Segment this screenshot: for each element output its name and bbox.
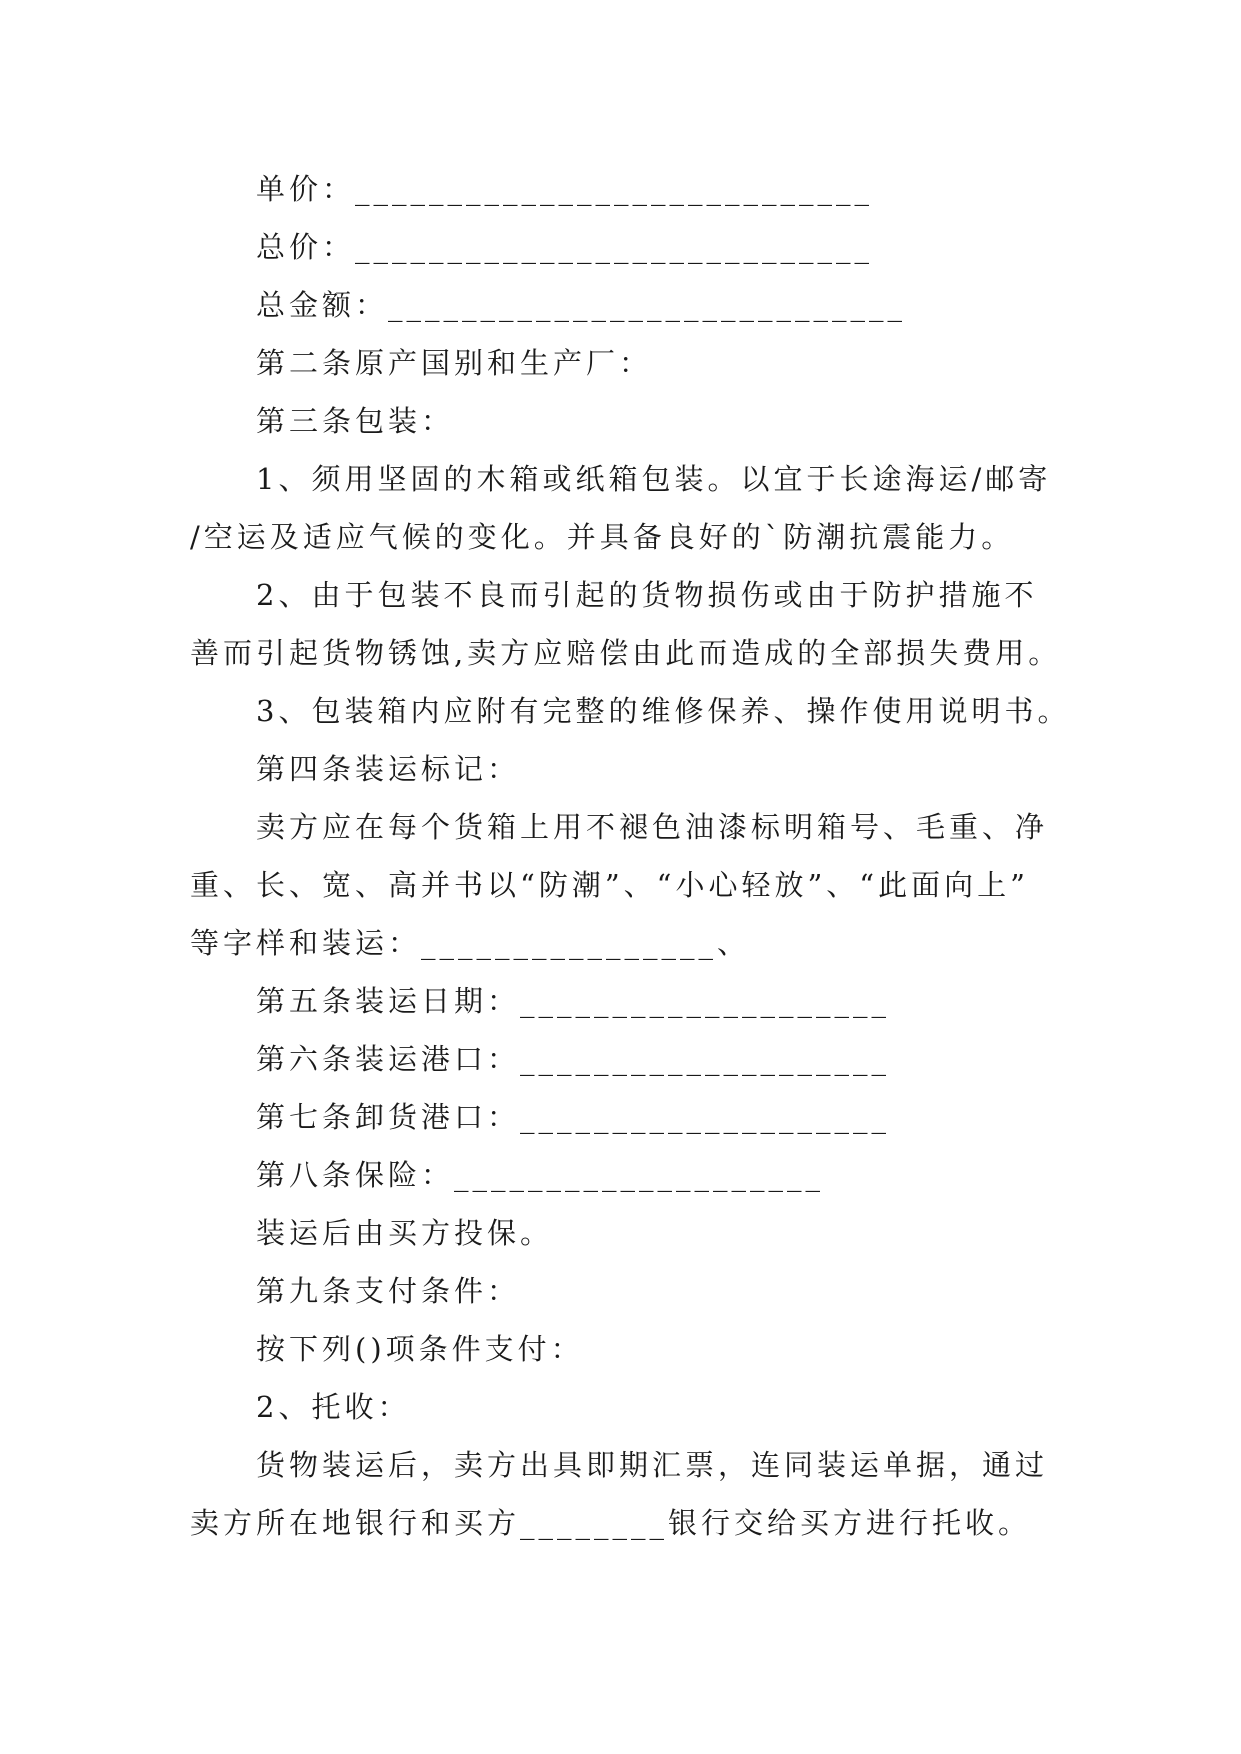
collection-paragraph-line-1: 货物装运后，卖方出具即期汇票，连同装运单据，通过 bbox=[256, 1448, 1049, 1482]
packing-item-3-line: 3、包装箱内应附有完整的维修保养、操作使用说明书。 bbox=[256, 694, 1071, 728]
article-3-heading: 第三条包装： bbox=[256, 404, 455, 438]
document-body bbox=[190, 160, 1070, 1552]
packing-item-2-line-2: 善而引起货物锈蚀,卖方应赔偿由此而造成的全部损失费用。 bbox=[190, 636, 1062, 670]
unit-price-line: 单价：____________________________ bbox=[256, 172, 874, 206]
collection-paragraph-line-2: 卖方所在地银行和买方________银行交给买方进行托收。 bbox=[190, 1506, 1032, 1540]
packing-item-1-line-2: /空运及适应气候的变化。并具备良好的`防潮抗震能力。 bbox=[190, 520, 1015, 554]
marking-paragraph-line-3: 等字样和装运：________________、 bbox=[190, 926, 751, 960]
article-5-line: 第五条装运日期：____________________ bbox=[256, 984, 891, 1018]
marking-paragraph-line-1: 卖方应在每个货箱上用不褪色油漆标明箱号、毛重、净 bbox=[256, 810, 1049, 844]
packing-item-2-line-1: 2、由于包装不良而引起的货物损伤或由于防护措施不 bbox=[256, 578, 1038, 612]
marking-paragraph-line-2: 重、长、宽、高并书以“防潮”、“小心轻放”、“此面向上” bbox=[190, 868, 1029, 902]
article-2-heading: 第二条原产国别和生产厂： bbox=[256, 346, 653, 380]
article-4-heading: 第四条装运标记： bbox=[256, 752, 521, 786]
total-amount-line: 总金额：____________________________ bbox=[256, 288, 907, 322]
article-7-line: 第七条卸货港口：____________________ bbox=[256, 1100, 891, 1134]
payment-option-line: 按下列()项条件支付： bbox=[256, 1332, 584, 1366]
insurance-note-line: 装运后由买方投保。 bbox=[256, 1216, 554, 1250]
article-9-heading: 第九条支付条件： bbox=[256, 1274, 521, 1308]
article-8-line: 第八条保险：____________________ bbox=[256, 1158, 825, 1192]
packing-item-1-line-1: 1、须用坚固的木箱或纸箱包装。以宜于长途海运/邮寄 bbox=[256, 462, 1052, 496]
total-price-line: 总价：____________________________ bbox=[256, 230, 874, 264]
article-6-line: 第六条装运港口：____________________ bbox=[256, 1042, 891, 1076]
collection-heading: 2、托收： bbox=[256, 1390, 411, 1424]
